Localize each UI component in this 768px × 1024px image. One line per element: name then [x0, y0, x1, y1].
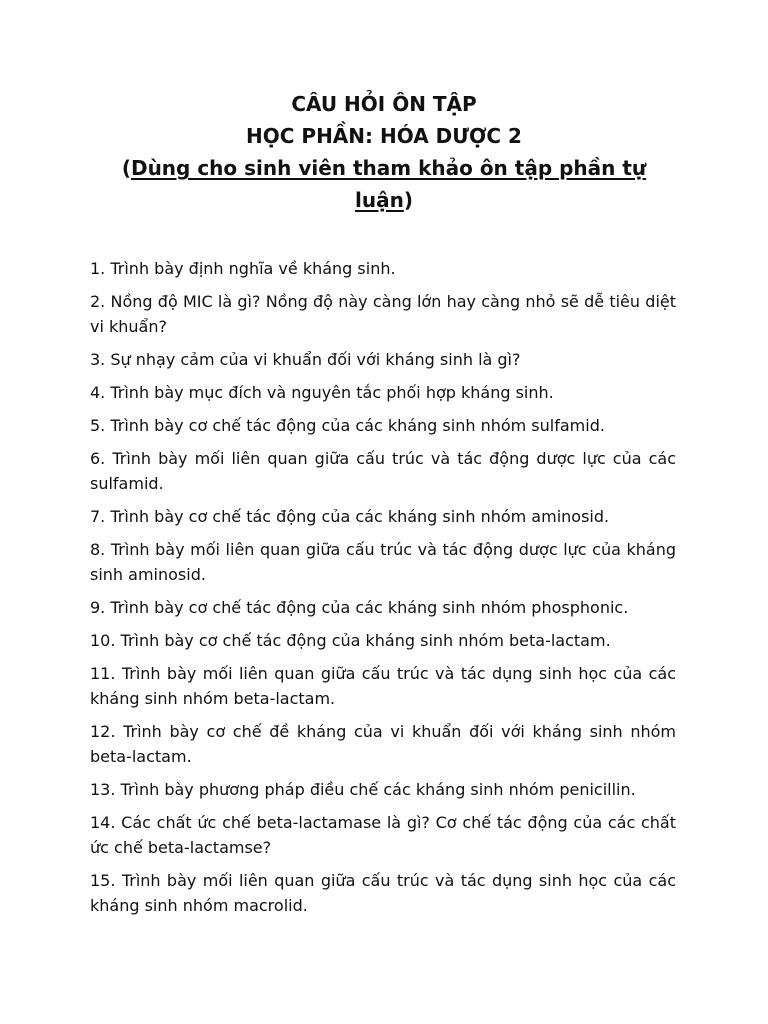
question-item: 9. Trình bày cơ chế tác động của các kháng sinh nhóm phosphonic. [90, 598, 629, 617]
question-item: 4. Trình bày mục đích và nguyên tắc phối hợp kháng sinh. [90, 383, 554, 402]
question-item: 11. Trình bày mối liên quan giữa cấu trúc và tác dụng sinh học của các kháng sinh nhóm beta-lactam. [90, 664, 676, 708]
subtitle-close-paren: ) [403, 188, 413, 212]
question-item: 3. Sự nhạy cảm của vi khuẩn đối với kháng sinh là gì? [90, 350, 521, 369]
question-item: 13. Trình bày phương pháp điều chế các kháng sinh nhóm penicillin. [90, 780, 636, 799]
question-list [90, 256, 676, 926]
question-item: 15. Trình bày mối liên quan giữa cấu trúc và tác dụng sinh học của các kháng sinh nhóm macrolid. [90, 871, 676, 915]
question-item: 7. Trình bày cơ chế tác động của các kháng sinh nhóm aminosid. [90, 507, 610, 526]
document-subtitle [100, 152, 668, 216]
question-item: 6. Trình bày mối liên quan giữa cấu trúc và tác động dược lực của các sulfamid. [90, 449, 676, 493]
subtitle-text: Dùng cho sinh viên tham khảo ôn tập phần tự luận [130, 156, 647, 212]
question-item: 12. Trình bày cơ chế đề kháng của vi khuẩn đối với kháng sinh nhóm beta-lactam. [90, 722, 676, 766]
subtitle-open-paren: ( [121, 156, 131, 180]
document-header [100, 88, 668, 216]
course-title: HỌC PHẦN: HÓA DƯỢC 2 [246, 124, 522, 148]
question-item: 14. Các chất ức chế beta-lactamase là gì? Cơ chế tác động của các chất ức chế beta-lactamse? [90, 813, 676, 857]
question-item: 5. Trình bày cơ chế tác động của các kháng sinh nhóm sulfamid. [90, 416, 605, 435]
question-item: 8. Trình bày mối liên quan giữa cấu trúc và tác động dược lực của kháng sinh aminosid. [90, 540, 676, 584]
document-title: CÂU HỎI ÔN TẬP [291, 92, 477, 116]
question-item: 10. Trình bày cơ chế tác động của kháng sinh nhóm beta-lactam. [90, 631, 611, 650]
question-item: 1. Trình bày định nghĩa về kháng sinh. [90, 259, 396, 278]
question-item: 2. Nồng độ MIC là gì? Nồng độ này càng lớn hay càng nhỏ sẽ dễ tiêu diệt vi khuẩn? [90, 292, 676, 336]
